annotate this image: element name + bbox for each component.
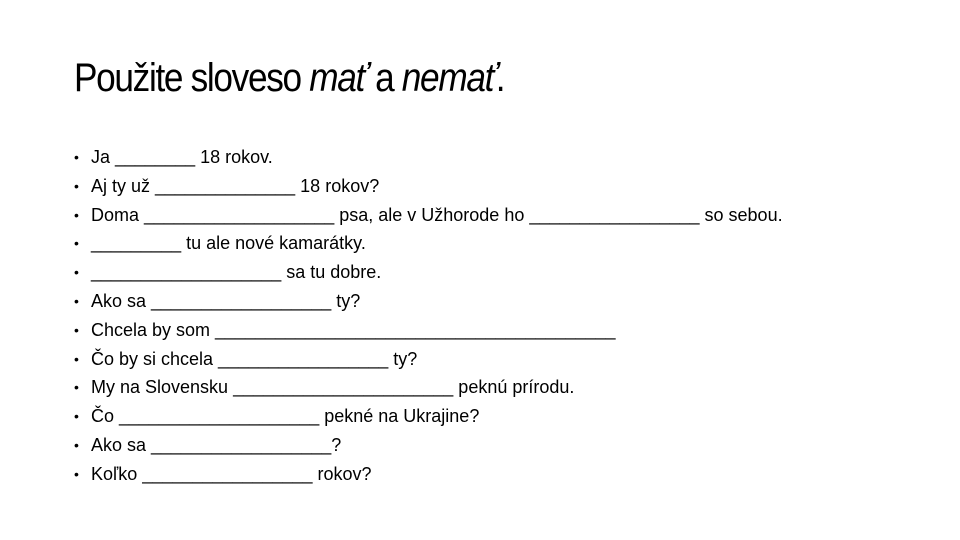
bullet-icon: •: [74, 321, 79, 338]
list-item-text: _________ tu ale nové kamarátky.: [91, 233, 366, 254]
list-item-text: Koľko _________________ rokov?: [91, 463, 372, 484]
list-item: [74, 143, 783, 172]
exercise-list: [74, 143, 783, 489]
bullet-icon: •: [74, 149, 79, 165]
list-item: [74, 402, 783, 431]
list-item-text: Čo ____________________ pekné na Ukrajine?: [91, 406, 480, 427]
list-item: [74, 460, 783, 489]
list-item-text: Ja ________ 18 rokov.: [91, 147, 273, 167]
list-item: [74, 201, 783, 230]
list-item: [74, 172, 783, 201]
title-verb-mat: mať: [309, 56, 367, 100]
list-item-text: Ako sa __________________ ty?: [91, 290, 361, 311]
title-text-3: .: [495, 56, 505, 100]
list-item: [74, 316, 783, 345]
list-item-text: ___________________ sa tu dobre.: [91, 262, 382, 283]
list-item-text: Aj ty už ______________ 18 rokov?: [91, 175, 380, 196]
bullet-icon: •: [74, 206, 79, 223]
list-item: [74, 345, 783, 374]
title-text-2: a: [366, 56, 402, 100]
list-item: [74, 373, 783, 402]
bullet-icon: •: [74, 235, 79, 252]
title-verb-nemat: nemať: [401, 56, 496, 100]
bullet-icon: •: [74, 379, 79, 396]
list-item: [74, 287, 783, 316]
bullet-icon: •: [74, 408, 79, 425]
bullet-icon: •: [74, 177, 79, 194]
title-text-1: Použite sloveso: [74, 56, 310, 100]
list-item: [74, 229, 783, 258]
list-item-text: Doma ___________________ psa, ale v Užhorode ho _________________ so sebou.: [91, 204, 783, 225]
list-item: [74, 431, 783, 460]
bullet-icon: •: [74, 292, 79, 309]
list-item-text: My na Slovensku ______________________ peknú prírodu.: [91, 377, 575, 398]
bullet-icon: •: [74, 350, 79, 367]
bullet-icon: •: [74, 264, 79, 281]
list-item-text: Chcela by som ________________________________________: [91, 319, 616, 340]
list-item-text: Ako sa __________________?: [91, 434, 342, 455]
bullet-icon: •: [74, 436, 79, 453]
list-item-text: Čo by si chcela _________________ ty?: [91, 348, 418, 369]
slide-title: [74, 50, 504, 106]
bullet-icon: •: [74, 465, 79, 482]
list-item: [74, 258, 783, 287]
